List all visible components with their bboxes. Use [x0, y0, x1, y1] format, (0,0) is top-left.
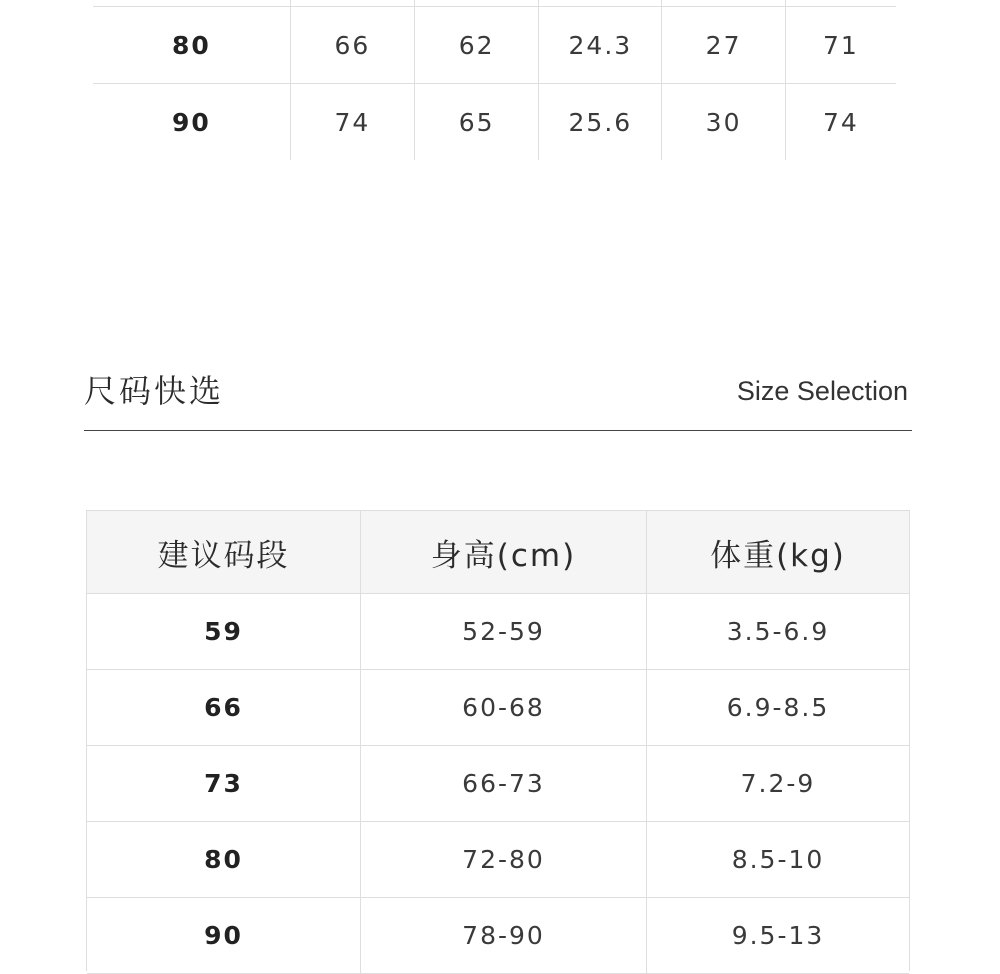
table-cell-height: 72-80 [361, 822, 647, 897]
table-cell-size: 73 [87, 746, 361, 821]
table-cell: 66 [291, 7, 415, 83]
table-cell-height: 52-59 [361, 594, 647, 669]
section-header [84, 362, 912, 431]
table-row [93, 7, 896, 84]
table-header-row [87, 511, 909, 594]
table-cell-weight: 8.5-10 [731, 845, 825, 874]
table-row [87, 670, 909, 746]
table-cell: 24.3 [539, 7, 662, 83]
table-cell-weight: 6.9-8.5 [726, 693, 830, 722]
table-cell: 25.6 [539, 84, 662, 160]
table-row [87, 898, 909, 974]
table-cell-size: 80 [93, 7, 291, 83]
table-row [93, 0, 896, 7]
table-cell [662, 0, 785, 6]
table-cell-weight: 3.5-6.9 [726, 617, 830, 646]
table-cell: 74 [822, 107, 859, 137]
table-cell-size: 90 [87, 898, 361, 973]
table-row [93, 84, 896, 160]
header-cell-weight: 体重(kg) [710, 537, 846, 574]
header-cell-height: 身高(cm) [361, 511, 647, 593]
table-cell-size: 80 [87, 822, 361, 897]
table-cell [415, 0, 539, 6]
table-cell-weight: 9.5-13 [731, 921, 825, 950]
section-subtitle: Size Selection [736, 376, 908, 406]
table-cell-height: 66-73 [361, 746, 647, 821]
table-cell [539, 0, 662, 6]
table-cell-height: 60-68 [361, 670, 647, 745]
table-cell [291, 0, 415, 6]
table-row [87, 822, 909, 898]
table-cell-weight: 7.2-9 [740, 769, 816, 798]
table-cell-size [93, 0, 291, 6]
table-cell-size: 59 [87, 594, 361, 669]
table-row [87, 594, 909, 670]
section-title: 尺码快选 [84, 372, 225, 410]
measurement-table [93, 0, 896, 233]
table-cell: 74 [291, 84, 415, 160]
table-cell: 62 [415, 7, 539, 83]
table-cell [786, 0, 896, 6]
size-selection-table [86, 510, 910, 971]
table-cell-size: 66 [87, 670, 361, 745]
table-cell: 27 [662, 7, 785, 83]
table-cell: 30 [662, 84, 785, 160]
table-cell: 65 [415, 84, 539, 160]
table-cell: 71 [822, 30, 859, 60]
table-cell-height: 78-90 [361, 898, 647, 973]
header-cell-size: 建议码段 [87, 511, 361, 593]
table-cell-size: 90 [93, 84, 291, 160]
table-row [87, 746, 909, 822]
